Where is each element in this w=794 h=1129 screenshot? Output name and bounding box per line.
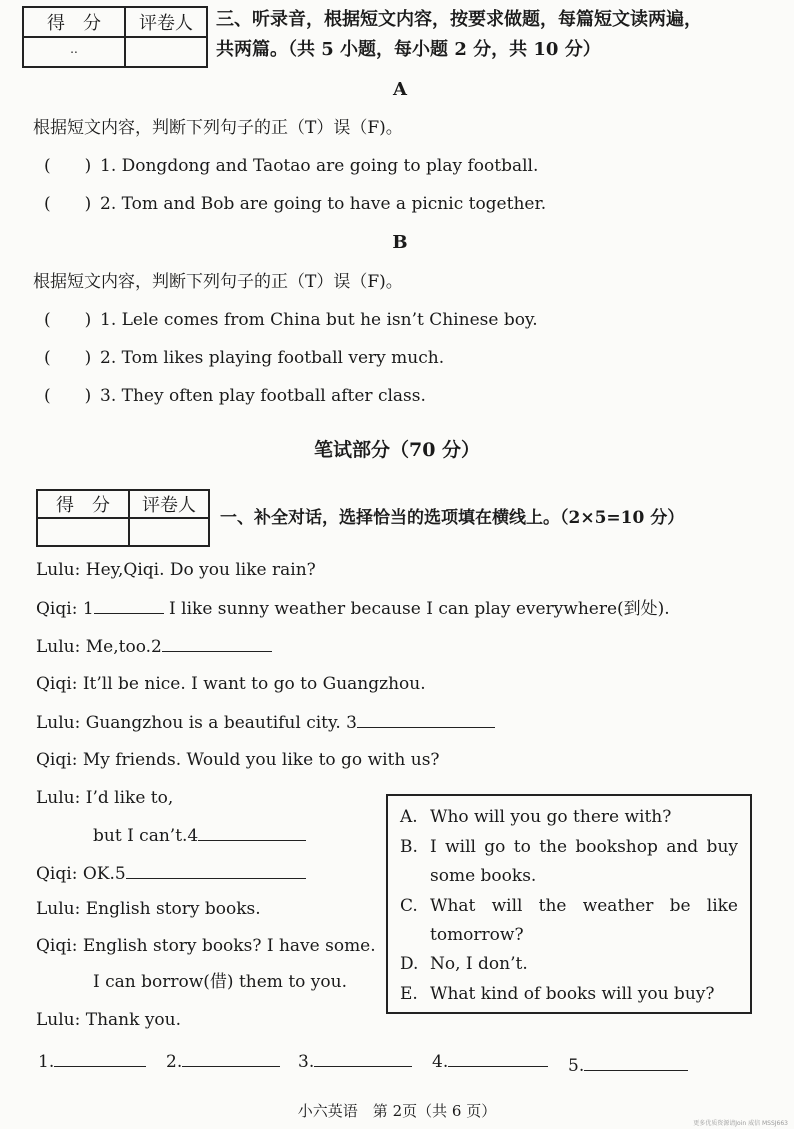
partA-item-2: [44, 193, 546, 215]
dialogue-line: Qiqi: English story books? I have some.: [36, 936, 376, 956]
section3-line2: 共两篇。（共 5 小题，每小题 2 分，共 10 分）: [216, 39, 601, 60]
answer-5: [568, 1054, 688, 1077]
answer-3: [298, 1050, 412, 1073]
option-e: [400, 983, 714, 1005]
option-key: D.: [400, 954, 419, 974]
option-key: B.: [400, 837, 418, 857]
answer-blank[interactable]: [126, 862, 306, 879]
answer-blank[interactable]: [314, 1050, 412, 1067]
section3-line1: 三、听录音，根据短文内容，按要求做题，每篇短文读两遍，: [216, 9, 702, 30]
statement-text: 1. Lele comes from China but he isn’t Chinese boy.: [100, 310, 538, 330]
dialogue-line: [93, 824, 306, 847]
dialogue-line: Lulu: English story books.: [36, 899, 261, 919]
grader-header: 评卷人: [129, 490, 209, 518]
statement-text: 2. Tom likes playing football very much.: [100, 348, 445, 368]
written-part-title: 笔试部分（70 分）: [313, 439, 481, 461]
grader-cell[interactable]: [125, 37, 207, 67]
answer-paren[interactable]: ( ): [44, 194, 92, 214]
option-text: What kind of books will you buy?: [430, 984, 715, 1004]
dialogue-line: Lulu: I’d like to,: [36, 788, 174, 808]
dialogue-line: Lulu: Thank you.: [36, 1010, 182, 1030]
answer-1: [38, 1050, 146, 1073]
answer-label: 1.: [38, 1052, 55, 1072]
dialogue-line: [36, 711, 495, 734]
dialogue-line: Qiqi: It’ll be nice. I want to go to Guangzhou.: [36, 674, 426, 694]
option-b: [400, 836, 738, 887]
partB-item-3: [44, 385, 426, 407]
score-cell[interactable]: [23, 37, 125, 67]
score-box-bottom: [36, 489, 210, 547]
dialogue-text: Lulu: Me,too.2: [36, 637, 162, 657]
section1-title: 一、补全对话，选择恰当的选项填在横线上。（2×5=10 分）: [220, 508, 685, 528]
statement-text: 3. They often play football after class.: [100, 386, 426, 406]
option-text: Who will you go there with?: [430, 807, 672, 827]
answer-label: 2.: [166, 1052, 183, 1072]
answer-blank[interactable]: [584, 1054, 688, 1071]
option-key: E.: [400, 984, 418, 1004]
option-key: C.: [400, 896, 418, 916]
score-header: 得 分: [37, 490, 129, 518]
score-header: 得 分: [23, 7, 125, 37]
options-box: [386, 794, 752, 1014]
option-text: some books.: [430, 866, 537, 886]
option-a: [400, 806, 671, 828]
answer-label: 5.: [568, 1056, 585, 1076]
answer-blank[interactable]: [54, 1050, 146, 1067]
partA-title: A: [393, 79, 407, 100]
answer-label: 3.: [298, 1052, 315, 1072]
dialogue-text: I like sunny weather because I can play everywhere(到处).: [163, 599, 670, 619]
answer-blank[interactable]: [162, 635, 272, 652]
option-text: No, I don’t.: [430, 954, 528, 974]
option-d: [400, 953, 528, 975]
statement-text: 2. Tom and Bob are going to have a picnic together.: [100, 194, 547, 214]
answer-paren[interactable]: ( ): [44, 386, 92, 406]
dialogue-text: but I can’t.4: [93, 826, 199, 846]
option-key: A.: [400, 807, 418, 827]
dialogue-text: Lulu: Guangzhou is a beautiful city. 3: [36, 713, 357, 733]
answer-blank[interactable]: [94, 597, 164, 614]
page-footer: 小六英语 第 2页（共 6 页）: [297, 1102, 497, 1120]
statement-text: 1. Dongdong and Taotao are going to play football.: [100, 156, 539, 176]
partB-instruction: 根据短文内容，判断下列句子的正（T）误（F)。: [33, 272, 403, 292]
watermark: 更多优质资源请Join 威信 MSSJ663: [693, 1120, 788, 1127]
dialogue-line: Qiqi: My friends. Would you like to go with us?: [36, 750, 440, 770]
option-text: tomorrow?: [430, 925, 524, 945]
score-mark: ..: [70, 41, 78, 56]
grader-cell[interactable]: [129, 518, 209, 546]
answer-paren[interactable]: ( ): [44, 348, 92, 368]
answer-paren[interactable]: ( ): [44, 156, 92, 176]
answer-blank[interactable]: [357, 711, 495, 728]
partB-title: B: [392, 232, 408, 253]
answer-4: [432, 1050, 548, 1073]
answer-2: [166, 1050, 280, 1073]
partB-item-2: [44, 347, 444, 369]
score-box-top: [22, 6, 208, 68]
dialogue-line: [36, 635, 272, 658]
answer-blank[interactable]: [182, 1050, 280, 1067]
partB-item-1: [44, 309, 538, 331]
answer-blank[interactable]: [448, 1050, 548, 1067]
option-c: [400, 895, 738, 946]
partA-instruction: 根据短文内容，判断下列句子的正（T）误（F)。: [33, 118, 403, 138]
dialogue-line: [36, 862, 306, 885]
answer-paren[interactable]: ( ): [44, 310, 92, 330]
answer-label: 4.: [432, 1052, 449, 1072]
dialogue-text: Qiqi: 1: [36, 599, 94, 619]
dialogue-text: Qiqi: OK.5: [36, 864, 126, 884]
partA-item-1: [44, 155, 538, 177]
option-text: What will the weather be like: [430, 896, 738, 916]
dialogue-line: I can borrow(借) them to you.: [93, 972, 347, 992]
dialogue-line: [36, 597, 670, 620]
answer-blank[interactable]: [198, 824, 306, 841]
dialogue-line: Lulu: Hey,Qiqi. Do you like rain?: [36, 560, 316, 580]
option-text: I will go to the bookshop and buy: [430, 837, 738, 857]
grader-header: 评卷人: [125, 7, 207, 37]
score-cell[interactable]: [37, 518, 129, 546]
